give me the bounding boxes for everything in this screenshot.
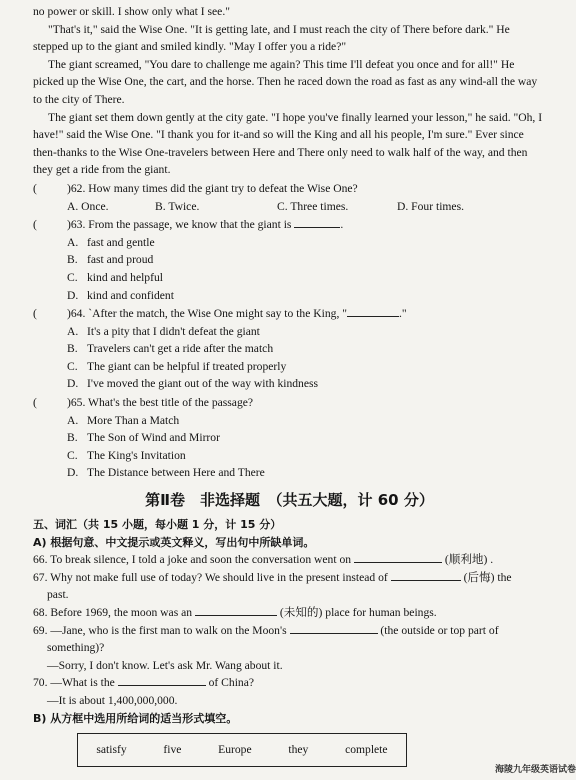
vocab-69 (33, 622, 546, 640)
hint-text: (未知的) place for human beings. (279, 606, 437, 619)
option-b: B. Twice. (155, 199, 200, 213)
stem-end: . (340, 218, 344, 232)
hint-text: (后悔) the (463, 570, 512, 584)
question-stem: )64. `After the match, the Wise One might say to the King, " (67, 307, 347, 321)
page-footer: 海陵九年级英语试卷 (494, 765, 576, 776)
vocab-section-title: 五、词汇（共 15 小题，每小题 1 分，计 15 分） (33, 518, 282, 532)
hint-text: (顺利地) . (444, 553, 494, 567)
option-a (33, 412, 546, 430)
option-d (33, 464, 546, 482)
option-d (33, 375, 546, 393)
answer-bracket[interactable]: ( (33, 396, 37, 410)
option-text: The King's Invitation (87, 448, 186, 462)
word-box-item: satisfy (96, 743, 127, 757)
answer-bracket[interactable]: ( (33, 218, 37, 232)
option-text: More Than a Match (87, 413, 180, 427)
option-text: The Distance between Here and There (87, 466, 265, 480)
vocab-69-continued: something)? (47, 641, 105, 655)
sentence-text: 69. —Jane, who is the first man to walk on the Moon's (33, 623, 287, 637)
option-letter: A. (67, 324, 79, 338)
option-c (33, 269, 546, 287)
passage-paragraph: The giant screamed, "You dare to challenge me again? This time I'll defeat you once and for all!" He picked up the Wise One, the cart, and the horse. Then he raced down the road as fast as any wind-all the way to the city of There. (33, 57, 538, 106)
option-letter: B. (67, 431, 78, 445)
option-text: The Son of Wind and Mirror (87, 431, 220, 445)
option-letter: B. (67, 342, 78, 356)
vocab-67 (33, 569, 546, 587)
question-stem: )65. What's the best title of the passage? (67, 396, 254, 410)
word-box-item: five (163, 743, 182, 757)
sentence-text: 66. To break silence, I told a joke and soon the conversation went on (33, 553, 352, 567)
hint-text: (the outside or top part of (380, 623, 499, 637)
vocab-70 (33, 674, 546, 692)
option-b (33, 429, 546, 447)
question-62 (33, 180, 546, 198)
question-stem: )63. From the passage, we know that the giant is (67, 218, 292, 232)
sentence-text: 70. —What is the (33, 676, 115, 690)
option-c (33, 358, 546, 376)
answer-blank[interactable] (347, 305, 399, 317)
answer-blank[interactable] (118, 674, 206, 686)
part-a-instruction: A) 根据句意、中文提示或英文释义，写出句中所缺单词。 (33, 535, 315, 549)
option-letter: A. (67, 413, 79, 427)
option-text: kind and helpful (87, 270, 163, 284)
option-letter: B. (67, 253, 78, 267)
option-letter: A. (67, 235, 79, 249)
stem-end: ." (398, 307, 407, 321)
option-b (33, 251, 546, 269)
question-63 (33, 216, 546, 234)
part-b-instruction: B) 从方框中选用所给词的适当形式填空。 (33, 711, 238, 725)
word-box-item: they (288, 743, 309, 757)
answer-blank[interactable] (195, 604, 277, 616)
option-text: It's a pity that I didn't defeat the giant (87, 324, 260, 338)
question-64 (33, 305, 546, 323)
option-a: A. Once. (67, 199, 109, 213)
vocab-68 (33, 604, 546, 622)
option-letter: C. (67, 359, 78, 373)
question-62-options (33, 198, 546, 216)
question-65 (33, 394, 546, 412)
vocab-66 (33, 551, 546, 569)
word-box-item: complete (345, 743, 388, 757)
option-text: Travelers can't get a ride after the match (87, 342, 274, 356)
option-letter: D. (67, 288, 79, 302)
vocab-69-reply: —Sorry, I don't know. Let's ask Mr. Wang about it. (47, 658, 283, 672)
option-text: fast and gentle (87, 235, 155, 249)
option-text: kind and confident (87, 288, 174, 302)
answer-blank[interactable] (294, 216, 340, 228)
option-a (33, 323, 546, 341)
option-c (33, 447, 546, 465)
passage-paragraph: The giant set them down gently at the city gate. "I hope you've finally learned your lesson," he said. "Oh, I have!" said the Wise One. "I thank you for it-and so will the King and all his people, I'm sure." Ever since then-thanks to the Wise One-travelers between Here and There only need to walk half of the way, and then they get a ride from the giant. (33, 110, 543, 177)
word-box (77, 733, 407, 767)
answer-blank[interactable] (290, 622, 378, 634)
sentence-text: of China? (208, 676, 255, 690)
option-d: D. Four times. (397, 199, 464, 213)
vocab-70-reply: —It is about 1,400,000,000. (47, 693, 178, 707)
option-b (33, 340, 546, 358)
option-text: I've moved the giant out of the way with kindness (87, 377, 319, 391)
answer-bracket[interactable]: ( (33, 307, 37, 321)
option-c: C. Three times. (277, 199, 349, 213)
word-box-item: Europe (218, 743, 252, 757)
option-letter: C. (67, 270, 78, 284)
option-text: fast and proud (87, 253, 154, 267)
option-a (33, 234, 546, 252)
sentence-text: 68. Before 1969, the moon was an (33, 606, 193, 619)
option-d (33, 287, 546, 305)
vocab-67-continued: past. (47, 588, 69, 602)
answer-bracket[interactable]: ( (33, 181, 37, 195)
passage-paragraph: "That's it," said the Wise One. "It is getting late, and I must reach the city of There before dark." He stepped up to the giant and smiled kindly. "May I offer you a ride?" (33, 22, 510, 54)
option-letter: C. (67, 448, 78, 462)
passage-line: no power or skill. I show only what I see." (33, 5, 230, 18)
answer-blank[interactable] (391, 569, 461, 581)
option-text: The giant can be helpful if treated properly (87, 359, 287, 373)
question-stem: )62. How many times did the giant try to defeat the Wise One? (67, 181, 358, 195)
answer-blank[interactable] (354, 551, 442, 563)
option-letter: D. (67, 377, 79, 391)
section-2-title: 第Ⅱ卷 非选择题 （共五大题，计 60 分） (145, 491, 434, 510)
sentence-text: 67. Why not make full use of today? We should live in the present instead of (33, 570, 388, 584)
option-letter: D. (67, 466, 79, 480)
